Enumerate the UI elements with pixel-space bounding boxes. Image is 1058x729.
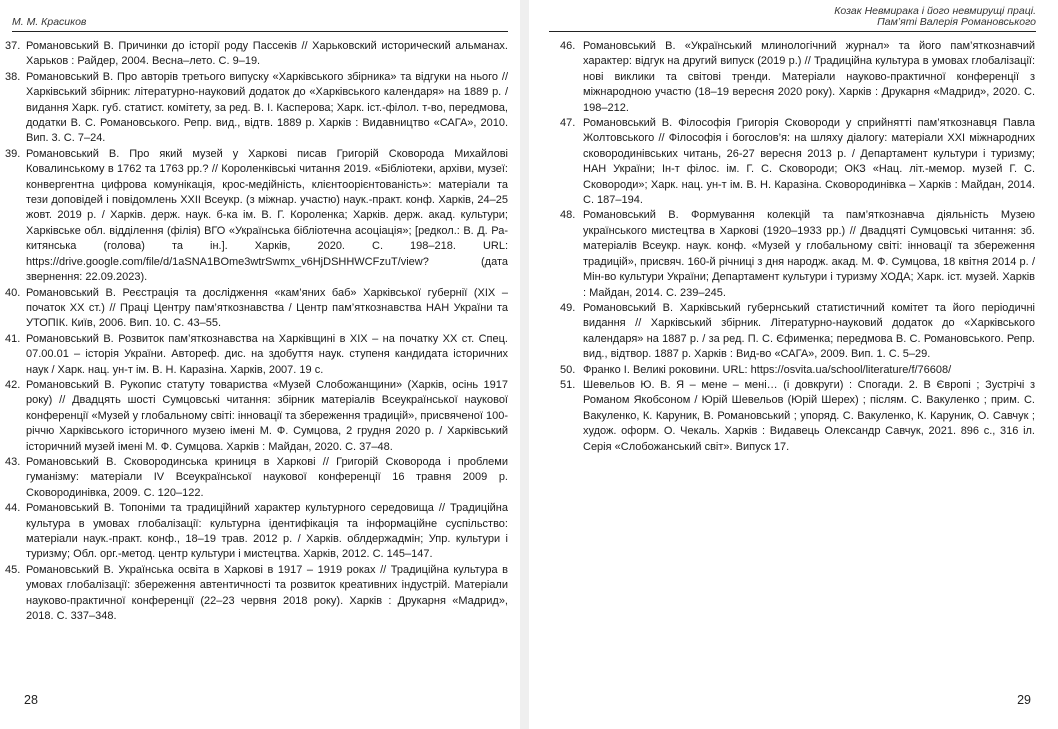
entry-number: 37.: [5, 40, 21, 52]
bibliography-entry: [560, 208, 1035, 300]
running-header-title: [834, 6, 1036, 28]
entry-text: Романовський В. Рукопис статуту товариства «Музей Слобожанщини» (Харків, осінь 1917 року) // Двадцять шості Сумцовські читання: збірник матеріалів Всеукраїнської наукової конференції «Музей у глобальному світі: інновації та збереження традицій», присвяченої 100-річчю Харківського історичного музею імені М. Ф. Сумцова, 2 грудня 2020 р. / Харківський історичний музей імені М. Ф. Сумцова. Харків : Майдан, 2020. С. 37–48.: [26, 378, 508, 453]
bibliography-entry: [560, 378, 1035, 455]
entry-number: 42.: [5, 378, 21, 391]
bibliography-entry: [5, 332, 508, 378]
entry-number: 40.: [5, 286, 21, 299]
entry-number: 45.: [5, 563, 21, 576]
entry-number: 44.: [5, 502, 21, 515]
entry-number: 51.: [560, 378, 576, 391]
right-page: [529, 0, 1058, 729]
bibliography-entry: [5, 286, 508, 332]
entry-text: Романовський В. Українська освіта в Харкові в 1917 – 1919 роках // Традиційна культура в умовах глобалізації: збереження автентичності та розвиток креативних індустрій. Матеріали науково-практичної конференції (22–23 червня 2018 року). Харків : Друкарня «Мадрид», 2018. С. 337–348.: [26, 563, 508, 623]
entry-number: 48.: [560, 209, 576, 222]
page-number-left: 28: [24, 693, 38, 707]
entry-number: 39.: [5, 147, 21, 160]
bibliography-entry: [560, 116, 1035, 208]
entry-text: Романовський В. «Український млинологічний журнал» та його пам’яткознавчий характер: відгук на другий випуск (2019 р.) // Традиційна культура в умовах глобалізації: нові виклики та світові тренди. Матеріали науково-практичної конференції з міжнародною участю (18–19 вересня 2020 року). Харків : Друкарня «Мадрид», 2020. С. 198–212.: [583, 40, 1035, 114]
bibliography-entry: [560, 301, 1035, 363]
running-header-title-line2: Пам’яті Валерія Романовського: [877, 16, 1036, 28]
entry-text: Романовський В. Причинки до історії роду Пассеків // Харьковский исторический альманах. Харьков : Райдер, 2004. Весна–лето. С. 9–19.: [26, 40, 508, 68]
entry-text: Романовський В. Про який музей у Харкові писав Григорій Сковорода Михайлові Ковалинському в 1762 та 1763 рр.? // Короленківські читання 2019. «Бібліотеки, архіви, музеї: конвергентна цифрова комунікація, крос-медійність, клієнтоорієнтованість»: матеріали та тези доповідей і повідомлень XXII Всеукр. (з міжнар. участю) наук.-практ. конф. Харків, 24–25 жовт. 2019 р. / Харків. держ. наук. б-ка ім. В. Г. Короленка; Харків. держ. акад. культури; Харківське обл. відділення (філія) ВГО «Українська бібліотечна асоціація»; [редкол.: В. Д. Ракитянська (голова) та ін.]. Харків, 2020. С. 198–218. URL: https://drive.google.com/file/d/1aSNA1BOme3wtrSwmx_v6HjDSHHWCFzuT/view? (дата звернення: 22.09.2023).: [26, 147, 508, 284]
entry-text: Романовський В. Філософія Григорія Сковороди у сприйнятті пам’яткознавця Павла Жолтовського // Філософія і богослов’я: на шляху діалогу: матеріали XXI міжнародних сковородинівських читань, 26-27 вересня 2013 р. / Департамент культури і туризму; НАН України; Ін-т філос. ім. Г. С. Сковороди; ОКЗ «Нац. літ.-мемор. музей Г. С. Сковороди»; Харк. нац. ун-т ім. В. Н. Каразіна. Сковородинівка – Харків : Майдан, 2014. С. 187–194.: [583, 117, 1035, 207]
bibliography-entry: [5, 563, 508, 625]
entry-text: Романовський В. Сковородинська криниця в Харкові // Григорій Сковорода і проблеми гуманізму: матеріали IV Всеукраїнської наукової конференції 16 травня 2009 р. Сковородинівка, 2009. С. 120–122.: [26, 455, 508, 499]
entry-text: Романовський В. Про авторів третього випуску «Харківського збірника» та відгуки на нього // Харківський збірник: літературно-науковий додаток до «Харківського календаря» на 1889 р. / видання Харк. губ. статист. комітету, за ред. В. І. Касперова; Харк. іст.-філол. т-во, передмова, додатки В. С. Романовського. Репр. вид., відтв. 1889 р. Харків : Видавництво «САГА», 2010. Вип. 3. С. 7–24.: [26, 70, 508, 145]
entry-text: Романовський В. Формування колекцій та пам’яткознавча діяльність Музею українського мистецтва в Харкові (1920–1933 рр.) // Двадцяті Сумцовські читання: зб. матеріалів Всеукр. наук. конф. «Музей у глобальному світі: інновації та збереження традицій», присвяч. 160-й річниці з дня народж. акад. М. Ф. Сумцова, 18 квітня 2014 р. / Мін-во культури України; Департамент культури і туризму ХОДА; Харк. іст. музей. Харків : Майдан, 2014. С. 239–245.: [583, 209, 1035, 299]
entry-number: 41.: [5, 332, 21, 345]
running-header-author: М. М. Красиков: [12, 16, 87, 28]
header-rule: [549, 31, 1036, 32]
entry-text: Шевельов Ю. В. Я – мене – мені… (і довкруги) : Спогади. 2. В Європі ; Зустрічі з Романом Якобсоном / Юрій Шевельов (Юрій Шерех) ; післям. С. Вакуленко ; прим. С. Вакуленко, К. Каруник, В. Романовський ; упоряд. С. Вакуленко, К. Каруник, О. Савчук ; худож. оформ. О. Чекаль. Харків : Видавець Олександр Савчук, 2021. 896 с., 316 іл. Серія «Слобожанський світ». Випуск 17.: [583, 378, 1035, 453]
page-gutter: [520, 0, 529, 729]
bibliography-entry: [5, 455, 508, 501]
bibliography-entry: [5, 39, 508, 70]
bibliography-entry: [5, 70, 508, 147]
entry-number: 43.: [5, 455, 21, 468]
bibliography-entry: [560, 363, 1035, 378]
left-page: [0, 0, 521, 729]
bibliography-entry: [5, 378, 508, 455]
bibliography-list-left: [5, 39, 508, 624]
entry-text: Романовський В. Реєстрація та дослідження «кам’яних баб» Харківської губернії (ХІХ – початок ХХ ст.) // Праці Центру пам’яткознавства / Центр пам’яткознавства НАН України та УТОПІК. Київ, 2006. Вип. 10. С. 43–55.: [26, 286, 508, 330]
entry-number: 49.: [560, 301, 576, 314]
entry-number: 47.: [560, 117, 576, 130]
bibliography-entry: [560, 39, 1035, 116]
running-header-title-line1: Козак Невмирака і його невмирущі праці.: [834, 5, 1036, 17]
page-number-right: 29: [1017, 693, 1031, 707]
entry-text: Романовський В. Топоніми та традиційний характер культурного середовища // Традиційна культура в умовах глобалізації: культурна ідентифікація та інформаційне суспільство: матеріали наук.-практ. конф., 18–19 трав. 2012 р. / Харків. облдержадмін; Упр. культури і туризму; Обл. орг.-метод. центр культури і мистецтва. Харків, 2012. С. 145–147.: [26, 502, 508, 561]
header-rule: [12, 31, 508, 32]
entry-text: Франко І. Великі роковини. URL: https://osvita.ua/school/literature/f/76608/: [583, 363, 952, 376]
entry-text: Романовський В. Харківський губернський статистичний комітет та його періодичні видання // Харківський збірник. Літературно-науковий додаток до «Харківського календаря» на 1887 р. / за ред. П. С. Єфименка; передмова В. С. Романовського. Репр. вид., відтвор. 1887 р. Харків : Вид-во «САГА», 2009. Вип. 1. С. 5–29.: [583, 301, 1035, 361]
entry-number: 46.: [560, 40, 576, 52]
entry-number: 50.: [560, 363, 576, 376]
entry-number: 38.: [5, 70, 21, 83]
entry-text: Романовський В. Розвиток пам’яткознавства на Харківщині в ХІХ – на початку ХХ ст. Спец. 07.00.01 – історія України. Автореф. дис. на здобуття наук. ступеня кандидата історичних наук / Харк. нац. ун-т ім. В. Н. Каразіна. Харків, 2007. 19 с.: [26, 332, 508, 376]
bibliography-list-right: [560, 39, 1035, 455]
bibliography-entry: [5, 501, 508, 563]
bibliography-entry: [5, 147, 508, 286]
